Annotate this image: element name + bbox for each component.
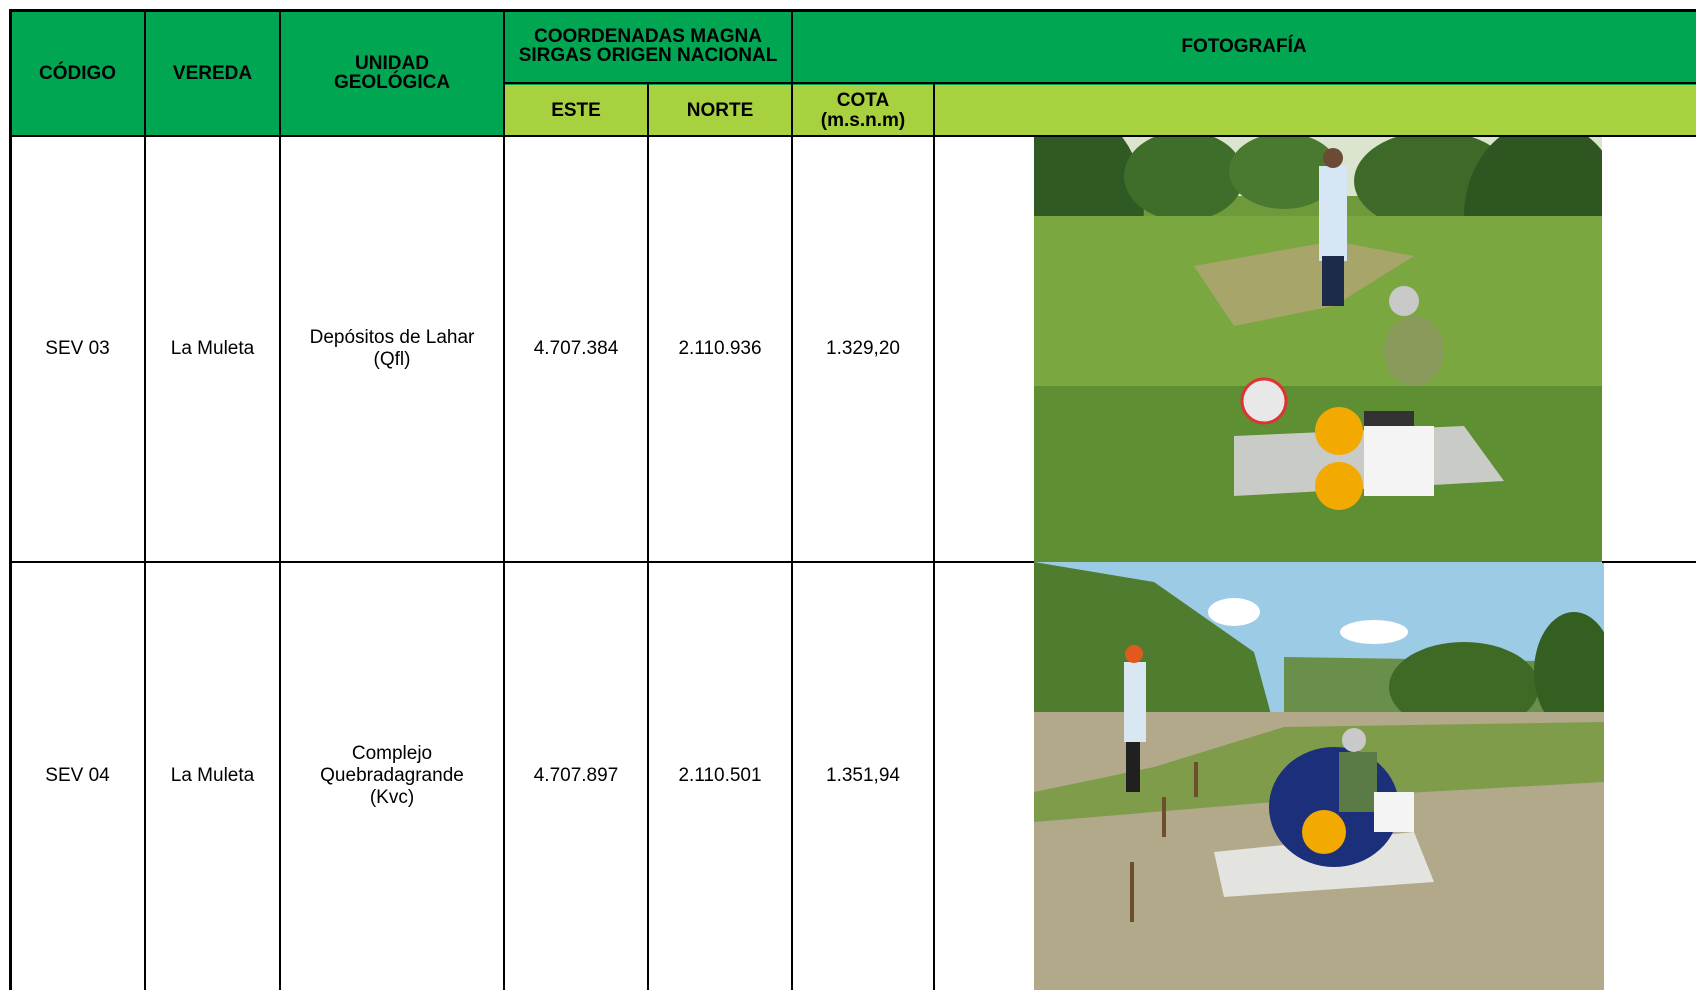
border-row-divider: [10, 561, 1034, 563]
border-col-6: [933, 84, 935, 990]
border-col-5: [791, 10, 793, 990]
row1-cota: 1.329,20: [826, 338, 900, 359]
header-norte: NORTE: [686, 100, 754, 121]
header-unidad-geologica: UNIDAD GEOLÓGICA: [333, 53, 451, 93]
header-coordenadas: COORDENADAS MAGNA SIRGAS ORIGEN NACIONAL: [518, 26, 778, 66]
border-col-2: [279, 10, 281, 990]
photo-sev03: [1034, 136, 1602, 562]
border-under-header: [10, 135, 1696, 137]
border-under-coords: [504, 82, 1696, 84]
header-fotografia: FOTOGRAFÍA: [1181, 35, 1307, 57]
row1-unidad: Depósitos de Lahar (Qfl): [309, 327, 475, 370]
border-top: [10, 9, 1696, 12]
header-codigo: CÓDIGO: [38, 62, 117, 84]
header-vereda: VEREDA: [172, 62, 253, 84]
row1-norte: 2.110.936: [678, 338, 762, 359]
header-este: ESTE: [551, 100, 601, 121]
row2-codigo: SEV 04: [45, 765, 110, 786]
row1-este: 4.707.384: [533, 338, 619, 359]
row2-este: 4.707.897: [533, 765, 619, 786]
border-row-divider-right: [1602, 561, 1696, 563]
header-cota: COTA (m.s.n.m): [820, 89, 906, 131]
row1-vereda: La Muleta: [170, 338, 255, 359]
border-col-3: [503, 10, 505, 990]
border-left: [9, 9, 12, 990]
row2-cota: 1.351,94: [826, 765, 900, 786]
row2-unidad: Complejo Quebradagrande (Kvc): [320, 743, 464, 808]
photo-sev04: [1034, 562, 1604, 990]
border-col-1: [144, 10, 146, 990]
row2-vereda: La Muleta: [170, 765, 255, 786]
border-col-4: [647, 84, 649, 990]
row1-codigo: SEV 03: [45, 338, 110, 359]
row2-norte: 2.110.501: [678, 765, 762, 786]
